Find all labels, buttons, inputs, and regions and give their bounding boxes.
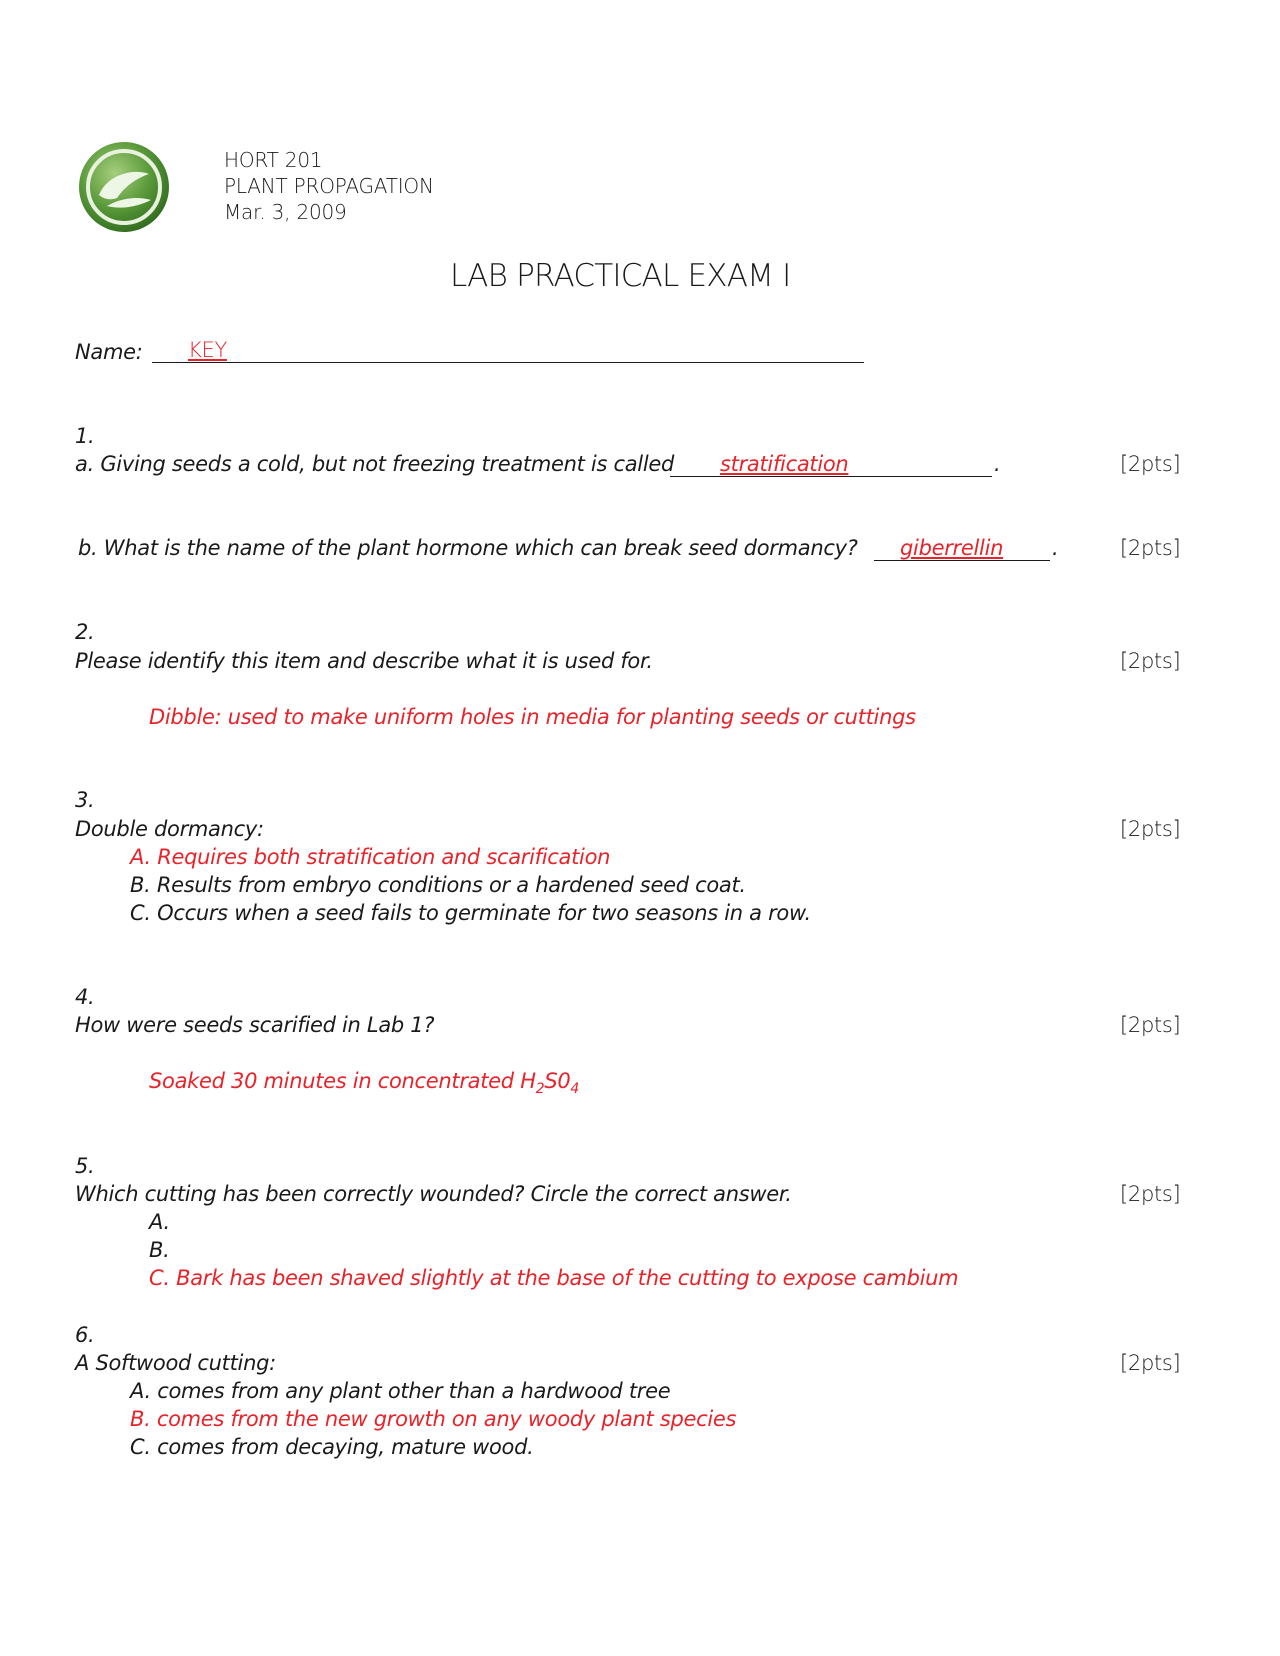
q4-answer-sub-1: 2 (535, 1081, 545, 1098)
q1b-points: [2pts] (1120, 536, 1181, 560)
q4-answer (149, 1069, 579, 1097)
q2-number: 2. (75, 620, 95, 644)
q6-number: 6. (75, 1323, 95, 1347)
q1b-answer: giberrellin (900, 536, 1004, 560)
q1a-answer-field[interactable] (670, 452, 992, 477)
q5-option-c[interactable]: C. Bark has been shaved slightly at the base of the cutting to expose cambium (149, 1266, 959, 1290)
q3-number: 3. (75, 788, 95, 812)
q3-points: [2pts] (1120, 817, 1181, 841)
q6-option-c[interactable]: C. comes from decaying, mature wood. (130, 1435, 534, 1459)
q1b-period: . (1052, 536, 1059, 560)
page-title: LAB PRACTICAL EXAM I (450, 258, 791, 294)
q5-prompt: Which cutting has been correctly wounded? Circle the correct answer. (75, 1182, 792, 1206)
q4-answer-text-2: S0 (544, 1069, 571, 1093)
q6-points: [2pts] (1120, 1351, 1181, 1375)
exam-date: Mar. 3, 2009 (224, 200, 347, 224)
q4-points: [2pts] (1120, 1013, 1181, 1037)
q3-option-b[interactable]: B. Results from embryo conditions or a hardened seed coat. (130, 873, 746, 897)
q1a-answer: stratification (720, 452, 849, 476)
q3-prompt: Double dormancy: (75, 817, 264, 841)
q3-option-c[interactable]: C. Occurs when a seed fails to germinate for two seasons in a row. (130, 901, 811, 925)
q4-number: 4. (75, 985, 95, 1009)
q1a-period: . (994, 452, 1001, 476)
course-logo (77, 140, 172, 235)
q5-number: 5. (75, 1154, 95, 1178)
q1a-points: [2pts] (1120, 452, 1181, 476)
name-value: KEY (188, 338, 227, 362)
q2-answer: Dibble: used to make uniform holes in media for planting seeds or cuttings (149, 705, 916, 729)
q4-answer-text-1: Soaked 30 minutes in concentrated H (149, 1069, 536, 1093)
name-label: Name: (75, 340, 143, 364)
q4-prompt: How were seeds scarified in Lab 1? (75, 1013, 435, 1037)
course-subject: PLANT PROPAGATION (224, 174, 434, 198)
q6-option-b[interactable]: B. comes from the new growth on any woody plant species (130, 1407, 737, 1431)
q5-option-b[interactable]: B. (149, 1238, 170, 1262)
q4-answer-sub-2: 4 (570, 1081, 580, 1098)
q2-prompt: Please identify this item and describe what it is used for. (75, 649, 653, 673)
q1-number: 1. (75, 424, 95, 448)
q1b-answer-field[interactable] (874, 536, 1050, 561)
name-field[interactable] (152, 338, 864, 363)
q2-points: [2pts] (1120, 649, 1181, 673)
q5-points: [2pts] (1120, 1182, 1181, 1206)
course-code: HORT 201 (224, 148, 323, 172)
q6-prompt: A Softwood cutting: (75, 1351, 276, 1375)
q6-option-a[interactable]: A. comes from any plant other than a hardwood tree (130, 1379, 671, 1403)
q3-option-a[interactable]: A. Requires both stratification and scarification (130, 845, 611, 869)
q1a-prompt: a. Giving seeds a cold, but not freezing treatment is called (75, 452, 675, 476)
q1b-prompt: b. What is the name of the plant hormone which can break seed dormancy? (78, 536, 858, 560)
q5-option-a[interactable]: A. (149, 1210, 170, 1234)
